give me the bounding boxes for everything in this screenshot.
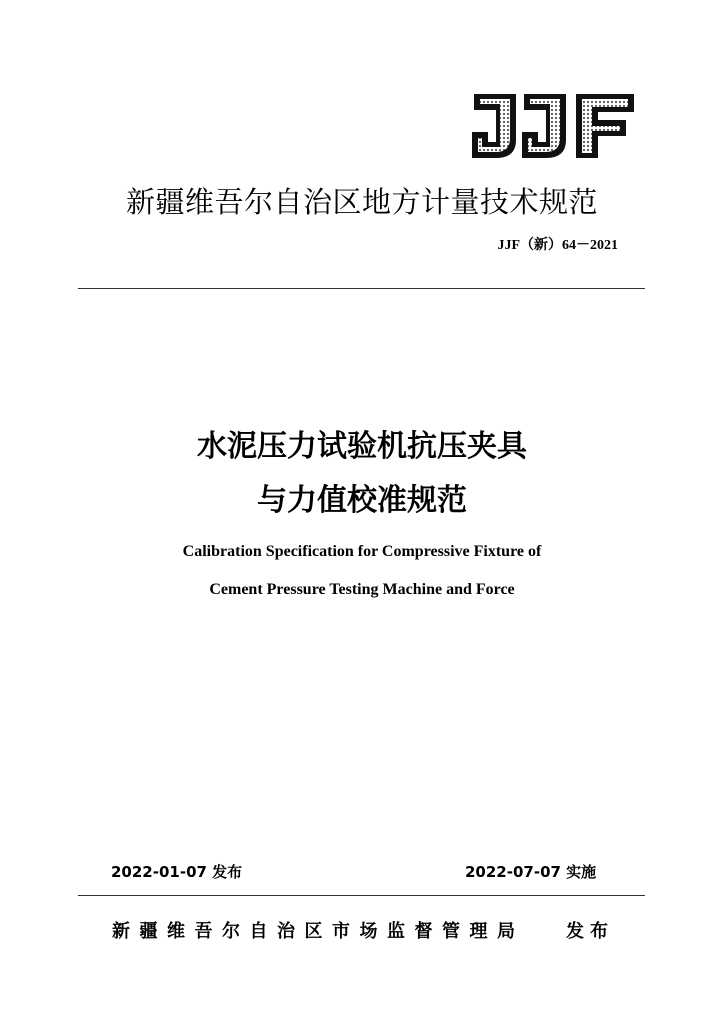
chinese-title-line-1: 水泥压力试验机抗压夹具 [197, 429, 527, 464]
implementation-date: 2022-07-07 实施 [465, 863, 597, 881]
issue-date: 2022-01-07 发布 [111, 863, 243, 881]
issuing-authority: 新疆维吾尔自治区市场监督管理局 [112, 921, 525, 942]
top-divider [78, 288, 645, 289]
english-title-line-2: Cement Pressure Testing Machine and Force [209, 581, 515, 598]
english-title-line-1: Calibration Specification for Compressive Fixture of [182, 543, 542, 560]
logo-letter-f [576, 94, 634, 158]
regional-standard-heading: 新疆维吾尔自治区地方计量技术规范 [125, 185, 598, 219]
chinese-title-line-2: 与力值校准规范 [257, 483, 467, 518]
jjf-logo [466, 92, 636, 160]
issuer-action-label: 发布 [566, 921, 614, 942]
standard-number: JJF（新）64－2021 [497, 238, 618, 253]
logo-letter-j2 [522, 94, 566, 158]
logo-letter-j1 [472, 94, 516, 158]
bottom-divider [78, 895, 645, 896]
